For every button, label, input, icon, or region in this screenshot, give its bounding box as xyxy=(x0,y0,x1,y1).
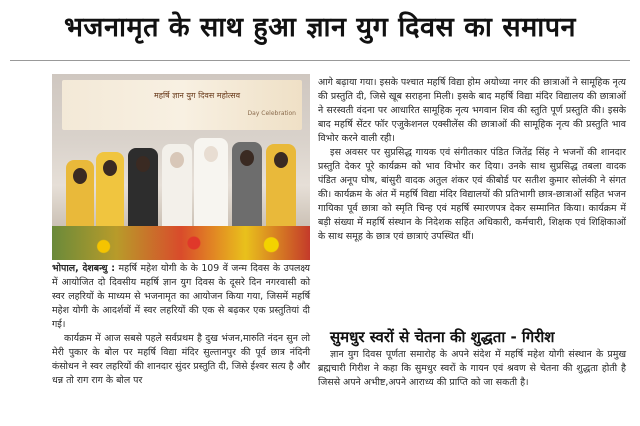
event-banner xyxy=(62,80,302,130)
person-4-head xyxy=(170,152,184,168)
person-3-head xyxy=(136,156,150,172)
person-1-head xyxy=(73,168,87,184)
person-6-head xyxy=(240,150,254,166)
page-headline: भजनामृत के साथ हुआ ज्ञान युग दिवस का समापन xyxy=(63,12,577,43)
person-7-head xyxy=(274,152,288,168)
right-paragraph-2: इस अवसर पर सुप्रसिद्ध गायक एवं संगीतकार पंडित जितेंद्र सिंह ने भजनों की शानदार प्रस्तुति देकर पूरे कार्यक्रम को भाव विभोर कर दिया। उनके साथ सुप्रसिद्ध तबला वादक पंडित अनूप घोष, बांसुरी वादक अतुल शंकर एवं कीबोर्ड पर सतीश कुमार सोलंकी ने संगत की। कार्यक्रम के अंत में महर्षि विद्या मंदिर विद्यालयों की प्रतिभागी छात्र-छात्राओं सहित भजन गायिका पूर्व छात्रा को स्मृति चिन्ह एवं महर्षि स्मारणपत्र देकर सम्मानित किया। कार्यक्रम में बड़ी संख्या में महर्षि संस्थान के निदेशक सहित अधिकारी, कर्मचारी, शिक्षक एवं शिक्षिकाओं के साथ समूह के छात्र एवं छात्राएं उपस्थित थीं। xyxy=(318,147,626,242)
right-column-text xyxy=(318,76,626,244)
left-column-text xyxy=(52,262,310,388)
right-paragraph-1: आगे बढ़ाया गया। इसके पश्चात महर्षि विद्या होम अयोध्या नगर की छात्राओं ने सामूहिक नृत्य की प्रस्तुति दी, जिसे खूब सराहना मिली। इसके बाद महर्षि विद्या मंदिर विद्यालय की छात्राओं ने सरस्वती वंदना पर आधारित सामूहिक नृत्य भगवान शिव की स्तुति पूर्ण प्रस्तुति की। इसके बाद महर्षि सेंटर फॉर एजुकेशनल एक्सीलेंस की छात्राओं की सामूहिक नृत्य की प्रस्तुति भाव विभोर करने वाली रही। xyxy=(318,77,626,144)
event-banner-text: महर्षि ज्ञान युग दिवस महोत्सव xyxy=(153,91,241,100)
event-banner-subtext: Day Celebration xyxy=(247,110,296,117)
headline-divider xyxy=(10,60,630,61)
person-2-head xyxy=(103,160,117,176)
left-paragraph-1-body: महर्षि महेश योगी के के 109 वें जन्म दिवस के उपलक्ष्य में आयोजित दो दिवसीय महर्षि ज्ञान युग दिवस के दूसरे दिन नगरवासी को स्वर लहरियों के माध्यम से भजनामृत का आयोजन किया गया, जिसमें महर्षि महेश योगी के आदर्शवों में स्वर लहरियों की एक से बढ़कर एक प्रस्तुतियां दी गई। xyxy=(52,263,310,330)
flower-decoration xyxy=(52,226,310,260)
news-photo xyxy=(52,74,310,260)
left-paragraph-1 xyxy=(52,262,310,332)
dateline: भोपाल, देशबन्धु : xyxy=(52,263,116,274)
left-paragraph-2: कार्यक्रम में आज सबसे पहले सर्वप्रथम है दुख भंजन,मारुति नंदन सुन लो मेरी पुकार के बोल पर महर्षि विद्या मंदिर सुल्तानपुर की पूर्व छात्र नंदिनी कंसोधन ने स्वर लहरियों की शानदार सुंदर प्रस्तुति दी, जिसे ईश्वर सत्य है और धन्न तो राग राग के बोल पर xyxy=(52,333,310,386)
right-column-2-text xyxy=(318,348,626,390)
subheadline: सुमधुर स्वरों से चेतना की शुद्धता - गिरीश xyxy=(330,328,555,346)
right-column-2-paragraph-1: ज्ञान युग दिवस पूर्णता समारोह के अपने संदेश में महर्षि महेश योगी संस्थान के प्रमुख ब्रह्मचारी गिरीश ने कहा कि सुमधुर स्वरों के गायन एवं श्रवण से चेतना की शुद्धता होती है जिससे अपने अभीष्ट,अपने आराध्य की प्राप्ति को जा सकती है। xyxy=(318,349,626,388)
person-5-head xyxy=(204,146,218,162)
